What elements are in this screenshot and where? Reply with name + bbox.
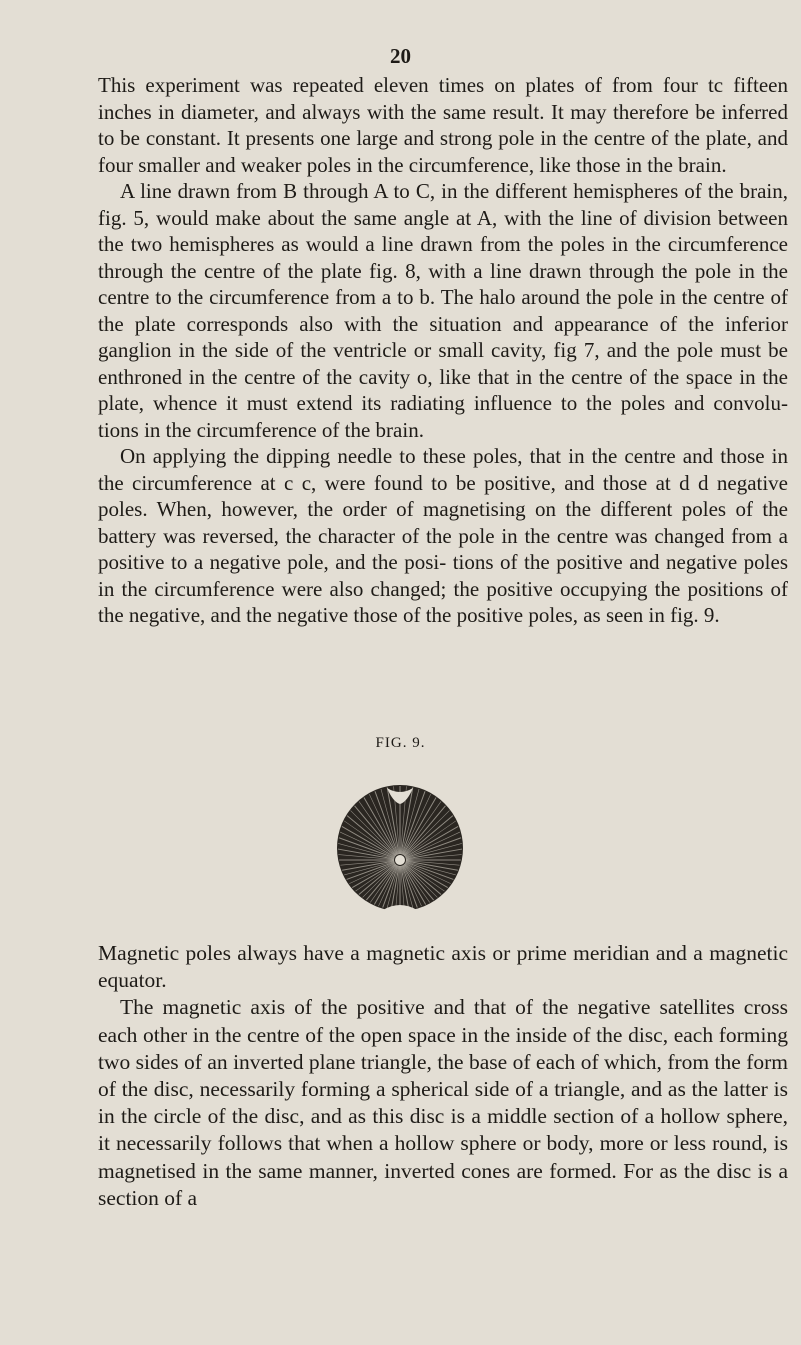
paragraph: The magnetic axis of the positive and that of the negative satellites cross each other in the centre of the open space in the inside of the disc, each forming two sides of an inverted plane triangle, the base of each of which, from the form of the disc, necessarily forming a spherical side of a triangle, and as the latter is in the circle of the disc, and as this disc is a middle section of a hollow sphere, it necessarily follows that when a hollow sphere or body, more or less round, is magnetised in the same manner, inverted cones are formed. For as the disc is a section of a [98, 995, 788, 1210]
figure-caption: FIG. 9. [375, 735, 426, 751]
paragraph: This experiment was repeated eleven times on plates of from four tc fifteen inches in diameter, and always with the same result. It may therefore be inferred to be constant. It presents one large and strong pole in the centre of the plate, and four smaller and weaker poles in the circumference, like those in the brain. [98, 73, 788, 177]
center-pole [395, 855, 405, 865]
paragraph: A line drawn from B through A to C, in the different hemispheres of the brain, fig. 5, would make about the same angle at A, with the line of division between the two hemispheres as would a line drawn from the poles in the circumference through the centre of the plate fig. 8, with a line drawn through the pole in the centre to the circumference from a to b. The halo around the pole in the centre of the plate corresponds also with the situation and appearance of the inferior ganglion in the side of the ventricle or small cavity, fig 7, and the pole must be enthroned in the centre of the cavity o, like that in the centre of the space in the plate, whence it must extend its radiating influence to the poles and convolu- tions in the circumference of the brain. [98, 179, 788, 442]
text-block-bottom [98, 940, 788, 1212]
disc-illustration [337, 785, 463, 920]
page-number: 20 [390, 44, 411, 68]
magnetic-disc-figure [325, 760, 475, 940]
paragraph: Magnetic poles always have a magnetic axis or prime meridian and a magnetic equator. [98, 941, 788, 993]
paragraph: On applying the dipping needle to these poles, that in the centre and those in the circumference at c c, were found to be positive, and those at d d negative poles. When, however, the order of magnetising on the different poles of the battery was reversed, the character of the pole in the centre was changed from a positive to a negative pole, and the posi- tions of the positive and negative poles in the circumference were also changed; the positive occupying the positions of the negative, and the negative those of the positive poles, as seen in fig. 9. [98, 444, 788, 627]
text-block-top [98, 72, 788, 629]
